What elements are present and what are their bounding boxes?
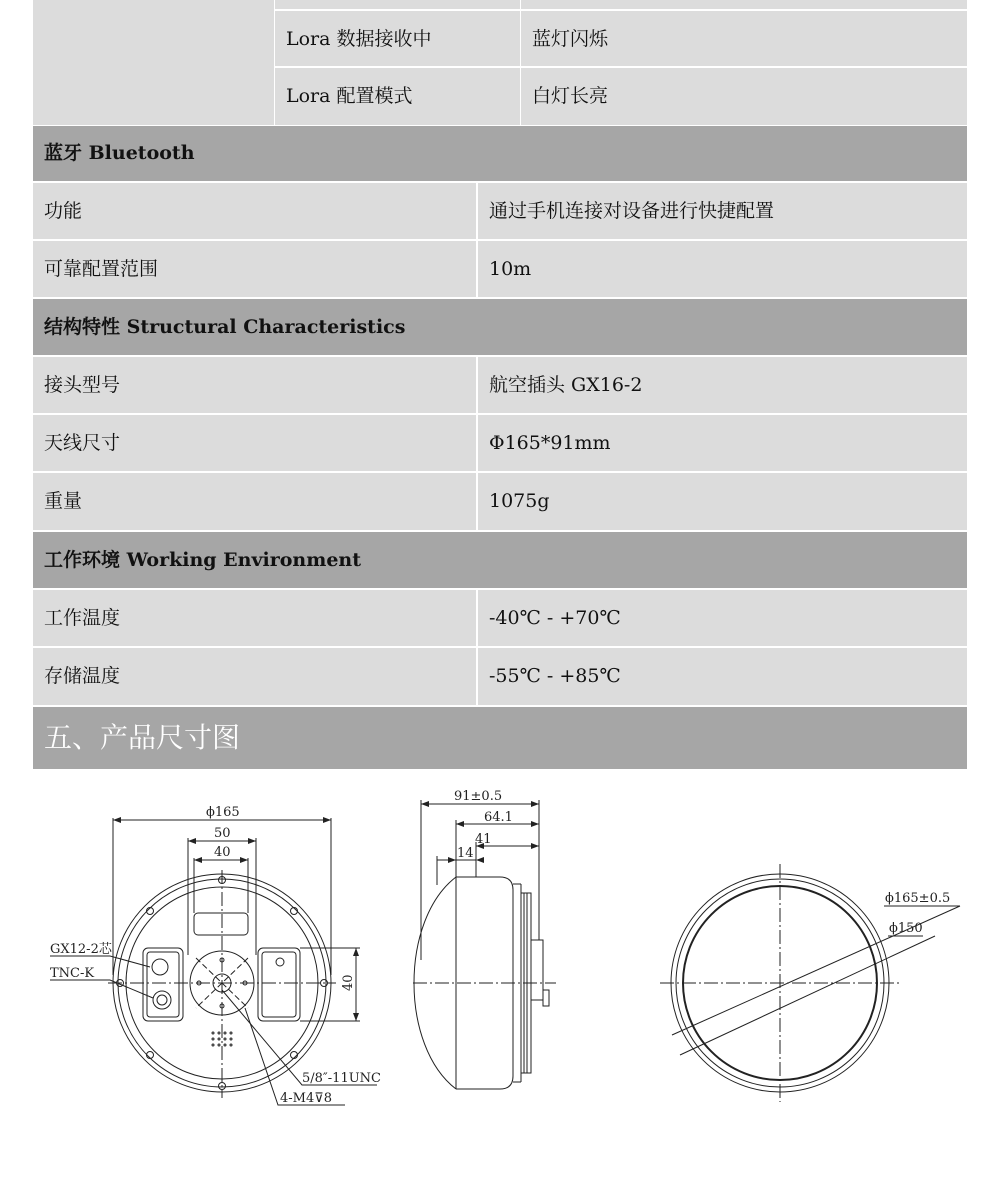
spec-value: 通过手机连接对设备进行快捷配置 [489,200,775,222]
dim-label: 64.1 [484,810,513,825]
lora-row-value-cell [521,11,967,66]
section-header-bluetooth [33,126,967,181]
spec-value-cell [478,473,967,530]
spec-label-cell [33,183,476,239]
spec-label-cell [33,648,476,705]
section-title: 工作环境 Working Environment [44,549,362,571]
section-title: 结构特性 Structural Characteristics [44,316,406,338]
spec-label: 接头型号 [44,374,121,396]
spec-value-cell [478,590,967,646]
dim-label: ϕ150 [889,921,923,936]
dim-label: 50 [214,826,231,841]
callout-label: GX12-2芯 [50,942,112,957]
spec-value: 航空插头 GX16-2 [489,374,643,396]
lora-row-value: 白灯长亮 [532,85,609,107]
spec-value-cell [478,241,967,297]
section-header-environment [33,532,967,588]
spec-label-cell [33,473,476,530]
lora-row-value: 蓝灯闪烁 [532,28,609,50]
lora-row-label: Lora 配置模式 [286,85,413,107]
lora-group-cell [33,0,274,125]
spec-label: 天线尺寸 [44,432,121,454]
spec-label: 工作温度 [44,607,121,629]
spec-label-cell [33,357,476,413]
spec-label: 重量 [44,490,83,512]
section-title: 五、产品尺寸图 [44,721,241,754]
section-title: 蓝牙 Bluetooth [44,142,195,164]
lora-row-label-cell [275,68,520,125]
callout-label: TNC-K [50,966,95,981]
dimension-drawing [0,780,1000,1140]
dim-label: 91±0.5 [454,789,503,804]
spec-value: -40℃ - +70℃ [489,607,621,629]
spec-label-cell [33,590,476,646]
callout-label: 5/8″-11UNC [302,1071,381,1086]
dim-label: ϕ165±0.5 [885,891,951,906]
spec-label-cell [33,415,476,471]
dim-label: 14 [457,846,474,861]
spec-value: 10m [489,258,532,280]
front-view [50,818,377,1105]
spec-label-cell [33,241,476,297]
lora-top-label-cell [275,0,520,9]
lora-row-label: Lora 数据接收中 [286,28,432,50]
spec-value: -55℃ - +85℃ [489,665,621,687]
dim-label: 41 [475,832,492,847]
spec-value-cell [478,357,967,413]
dim-label: ϕ165 [206,805,240,820]
spec-value-cell [478,648,967,705]
lora-top-value-cell [521,0,967,9]
section-header-dimensions [33,707,967,769]
callout-label: 4-M4⊽8 [280,1091,333,1106]
lora-row-value-cell [521,68,967,125]
spec-value: 1075g [489,490,550,512]
spec-value-cell [478,183,967,239]
spec-label: 功能 [44,200,83,222]
section-header-structural [33,299,967,355]
spec-value-cell [478,415,967,471]
spec-label: 存储温度 [44,665,121,687]
lora-row-label-cell [275,11,520,66]
dim-label: 40 [214,845,231,860]
spec-value: Φ165*91mm [489,432,611,454]
dim-label: 40 [341,974,356,991]
spec-label: 可靠配置范围 [44,258,159,280]
